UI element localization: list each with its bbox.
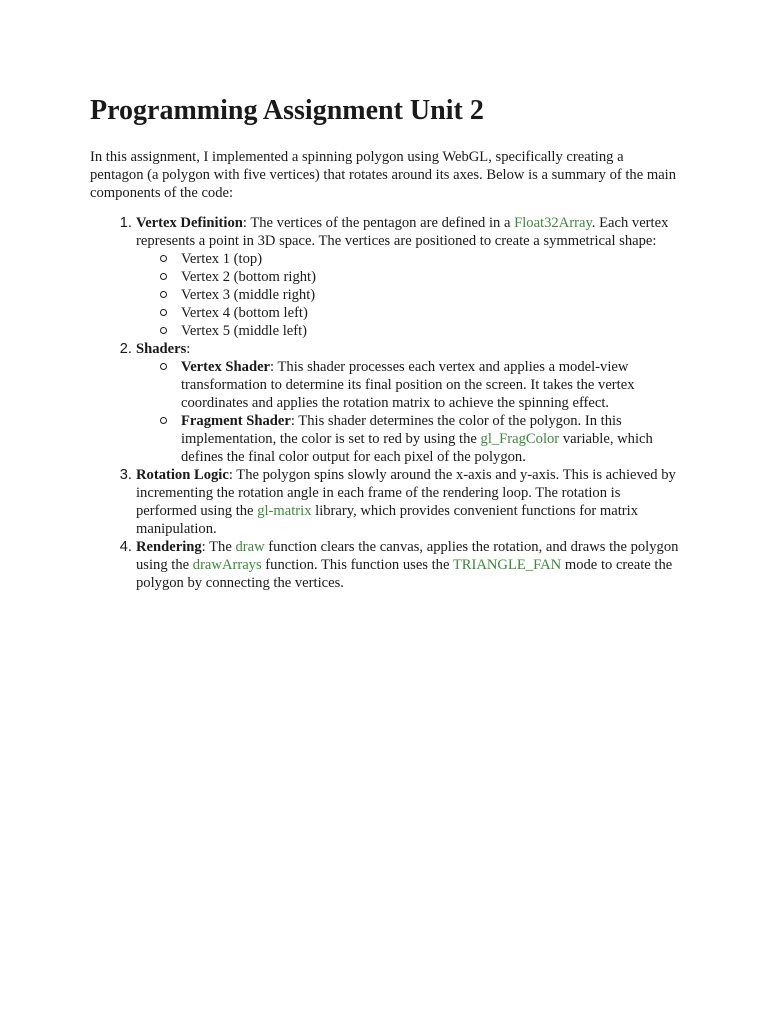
page-title: Programming Assignment Unit 2 [90,95,484,126]
code-float32array: Float32Array [514,215,592,231]
code-gl-matrix: gl-matrix [257,503,312,519]
list-item-rotation-logic [136,466,680,538]
item-text: mode to create the polygon by connecting the vertices. [136,557,673,591]
term-rendering: Rendering [136,539,202,555]
list-item-rendering [136,538,680,592]
document-page [90,94,680,592]
item-text: : This shader determines the color of the polygon. In this implementation, the color is set to red by using the [181,413,622,447]
item-text: function clears the canvas, applies the rotation, and draws the polygon using the [136,539,679,573]
vertex-item: Vertex 1 (top) [181,250,680,268]
item-text: : [186,341,191,357]
term-shaders: Shaders [136,341,187,357]
list-item-shaders [136,340,680,466]
shader-item-fragment [181,412,680,466]
vertex-item: Vertex 4 (bottom left) [181,304,680,322]
item-text: function. This function uses the [261,557,453,573]
vertex-item: Vertex 5 (middle left) [181,322,680,340]
shader-list [136,358,680,466]
item-text: : The polygon spins slowly around the x-axis and y-axis. This is achieved by incrementing the rotation angle in each frame of the rendering loop. The rotation is performed using the [136,467,676,519]
term-rotation-logic: Rotation Logic [136,467,229,483]
code-gl-fragcolor: gl_FragColor [480,431,560,447]
vertex-item: Vertex 3 (middle right) [181,286,680,304]
item-text: : The vertices of the pentagon are defined in a [242,215,515,231]
vertex-list [136,250,680,340]
term-fragment-shader: Fragment Shader [181,413,291,429]
term-vertex-definition: Vertex Definition [136,215,243,231]
item-text: . Each vertex represents a point in 3D space. The vertices are positioned to create a symmetrical shape: [136,215,669,249]
item-text: variable, which defines the final color output for each pixel of the polygon. [181,431,653,465]
list-item-vertex-definition [136,214,680,340]
item-text: : The [201,539,236,555]
code-triangle-fan: TRIANGLE_FAN [452,557,562,573]
shader-item-vertex [181,358,680,412]
intro-paragraph: In this assignment, I implemented a spinning polygon using WebGL, specifically creating a pentagon (a polygon with five vertices) that rotates around its axes. Below is a summary of the main components of the code: [90,149,677,201]
vertex-item: Vertex 2 (bottom right) [181,268,680,286]
item-text: : This shader processes each vertex and applies a model-view transformation to determine its final position on the screen. It takes the vertex coordinates and applies the rotation matrix to achieve the spinning effect. [181,359,635,411]
components-list [90,214,680,592]
code-drawarrays: drawArrays [192,557,262,573]
code-draw: draw [235,539,265,555]
term-vertex-shader: Vertex Shader [181,359,271,375]
item-text: library, which provides convenient functions for matrix manipulation. [136,503,639,537]
